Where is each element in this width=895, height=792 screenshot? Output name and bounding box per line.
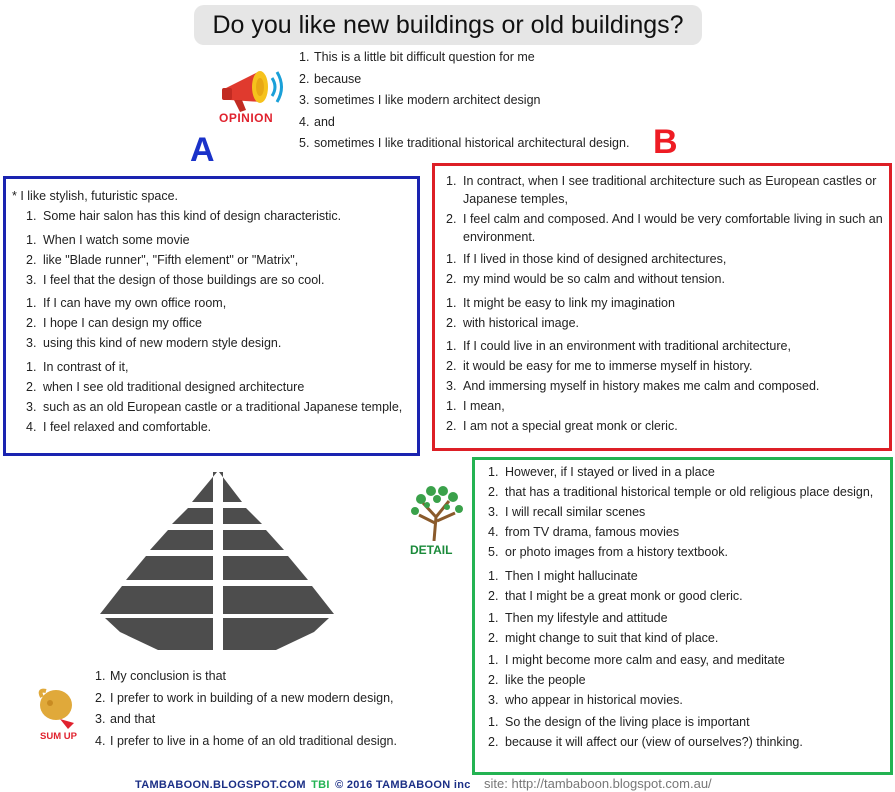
list-item: 3. I feel that the design of those buildings are so cool. (26, 273, 325, 287)
list-item: 5. sometimes I like traditional historical architectural design. (299, 136, 630, 150)
list-item: 1. I mean, (446, 399, 505, 413)
list-item: 1. If I can have my own office room, (26, 296, 227, 310)
detail-group (483, 566, 890, 606)
sum-up-label: SUM UP (40, 731, 77, 742)
detail-group (483, 462, 890, 562)
box-b-group (441, 172, 889, 246)
detail-group (483, 650, 890, 710)
list-item: 2. when I see old traditional designed architecture (26, 380, 305, 394)
list-item: 2. that I might be a great monk or good cleric. (488, 589, 743, 603)
detail-group (483, 712, 890, 752)
list-item: 1. If I could live in an environment with traditional architecture, (446, 339, 791, 353)
letter-a: A (190, 131, 215, 169)
list-item: 1. This is a little bit difficult question for me (299, 50, 535, 64)
box-b (432, 163, 892, 451)
list-item: 2. that has a traditional historical temple or old religious place design, (488, 485, 874, 499)
list-item: 1. Then my lifestyle and attitude (488, 611, 668, 625)
box-a (3, 176, 420, 456)
list-item: 1. Some hair salon has this kind of design characteristic. (26, 209, 342, 223)
list-item: 3. And immersing myself in history makes me calm and composed. (446, 379, 820, 393)
footer-blog: TAMBABOON.BLOGSPOT.COM (135, 779, 306, 791)
list-item: 1. In contrast of it, (26, 360, 129, 374)
tree-icon (401, 483, 471, 541)
list-item: 2. like the people (488, 673, 586, 687)
list-item: 2. might change to suit that kind of place. (488, 631, 719, 645)
list-item: 1. Then I might hallucinate (488, 569, 638, 583)
list-item: 2. I hope I can design my office (26, 316, 202, 330)
list-item: 1. It might be easy to link my imagination (446, 296, 675, 310)
detail-box (472, 457, 893, 775)
list-item: 1. I might become more calm and easy, and meditate (488, 653, 785, 667)
list-item: 3. who appear in historical movies. (488, 693, 683, 707)
page-title: Do you like new buildings or old buildings? (194, 5, 702, 45)
list-item: 3. using this kind of new modern style design. (26, 336, 282, 350)
detail-label: DETAIL (410, 543, 453, 557)
list-item: 2. I prefer to work in building of a new modern design, (95, 690, 394, 705)
list-item: 5. or photo images from a history textbook. (488, 545, 729, 559)
list-item: 2. like "Blade runner", "Fifth element" or "Matrix", (26, 253, 299, 267)
list-item: 3. sometimes I like modern architect design (299, 93, 541, 107)
list-item: 2. it would be easy for me to immerse myself in history. (446, 359, 753, 373)
list-item: 2. because it will affect our (view of ourselves?) thinking. (488, 735, 803, 749)
box-a-group (10, 357, 417, 437)
list-item: 2. with historical image. (446, 316, 580, 330)
list-item: 2. my mind would be so calm and without tension. (446, 272, 725, 286)
list-item: 2. because (299, 71, 362, 86)
list-item: 1. When I watch some movie (26, 233, 190, 247)
letter-b: B (653, 123, 678, 161)
pyramid-tree-icon (100, 472, 334, 650)
box-a-group (10, 293, 417, 353)
list-item: 4. from TV drama, famous movies (488, 525, 680, 539)
footer (135, 776, 712, 791)
list-item: 3. I will recall similar scenes (488, 505, 646, 519)
box-a-intro: * I like stylish, futuristic space. (12, 189, 179, 203)
list-item: 4. and (299, 114, 335, 129)
sum-up-list (94, 666, 454, 752)
list-item: 2. I feel calm and composed. And I would be very comfortable living in such an environment. (446, 212, 883, 244)
detail-group (483, 608, 890, 648)
list-item: 1. In contract, when I see traditional architecture such as European castles or Japanese temples, (446, 174, 877, 206)
list-item: 1. If I lived in those kind of designed architectures, (446, 252, 727, 266)
list-item: 2. I am not a special great monk or cleric. (446, 419, 678, 433)
box-b-group (441, 336, 889, 436)
opinion-label: OPINION (219, 111, 274, 125)
box-b-group (441, 249, 889, 289)
list-item: 1. However, if I stayed or lived in a place (488, 465, 715, 479)
list-item: 3. such as an old European castle or a traditional Japanese temple, (26, 400, 403, 414)
footer-logo: TBI (311, 779, 330, 791)
footer-copyright: © 2016 TAMBABOON inc (335, 779, 471, 791)
box-b-group (441, 293, 889, 333)
list-item: 1. So the design of the living place is important (488, 715, 750, 729)
list-item: 4. I feel relaxed and comfortable. (26, 420, 212, 434)
list-item: 3. and that (95, 712, 156, 726)
sum-up-icon (36, 685, 86, 731)
list-item: 1. My conclusion is that (95, 669, 227, 683)
box-a-group (10, 206, 417, 226)
footer-site-link[interactable]: site: http://tambaboon.blogspot.com.au/ (484, 776, 712, 791)
list-item: 4. I prefer to live in a home of an old traditional design. (95, 733, 397, 748)
box-a-group (10, 230, 417, 290)
